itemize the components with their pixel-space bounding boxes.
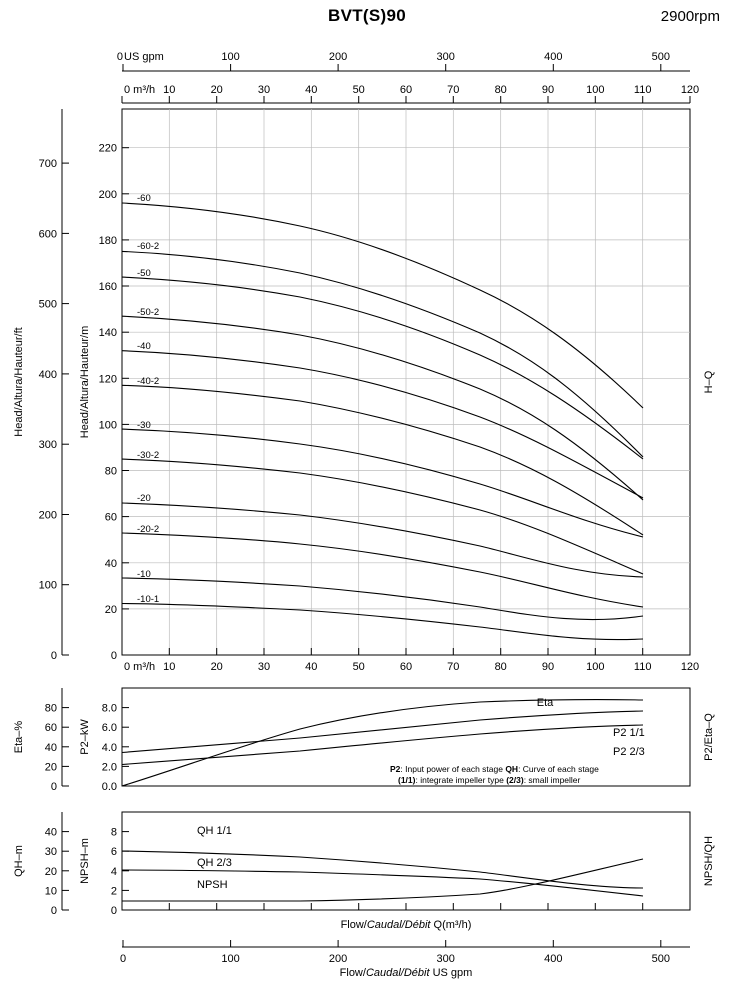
ft-tick-300: 300 (38, 439, 57, 452)
main-x-tick-20: 20 (210, 661, 223, 673)
main-x-tick-110: 110 (633, 661, 652, 673)
bottom-gpm-tick-200: 200 (328, 953, 348, 965)
note-23-key: (2/3) (506, 775, 524, 785)
qh-tick-30: 30 (44, 846, 57, 859)
curve--10 (122, 578, 643, 620)
m-tick-200: 200 (98, 188, 117, 201)
m-tick-120: 120 (98, 373, 117, 386)
note-p2-key: P2 (390, 764, 401, 774)
bottom-gpm-tick-100: 100 (221, 953, 240, 965)
bottom-m3h-unit: 0 m³/h (124, 661, 156, 673)
annotation-qh-2-3: QH 2/3 (197, 857, 232, 869)
ft-tick-0: 0 (50, 650, 57, 662)
curve-label--10-1: -10-1 (137, 594, 160, 605)
note-qh-text: : Curve of each stage (518, 764, 599, 774)
curve-label--20: -20 (137, 493, 151, 504)
eta-tick-40: 40 (44, 741, 57, 754)
curve--40-2 (122, 385, 643, 535)
top-m3h-tick-90: 90 (541, 84, 555, 96)
main-x-tick-80: 80 (494, 661, 507, 673)
curve-label--60-2: -60-2 (137, 241, 160, 252)
axis-title-flow-gpm: Flow/Caudal/Débit US gpm (339, 967, 473, 979)
curve--20-2 (122, 533, 643, 607)
top-m3h-tick-40: 40 (305, 84, 318, 96)
top-gpm-tick-200: 200 (328, 51, 348, 63)
curve--60 (122, 203, 643, 408)
bottom-gpm-tick-0: 0 (119, 953, 127, 965)
main-x-tick-70: 70 (447, 661, 460, 673)
curve--60-2 (122, 251, 643, 457)
hq-curves (122, 203, 643, 640)
top-gpm-unit: US gpm (124, 51, 164, 63)
annotation-eta: Eta (536, 697, 554, 709)
main-x-tick-50: 50 (352, 661, 365, 673)
axis-title-eta: Eta–% (13, 720, 25, 754)
ft-tick-200: 200 (38, 509, 57, 522)
eta-tick-80: 80 (44, 702, 57, 715)
bottom-gpm-axis (122, 940, 690, 947)
ft-tick-400: 400 (38, 368, 57, 381)
m-tick-180: 180 (98, 234, 117, 247)
curve-p2-1-1 (122, 711, 643, 753)
p2-tick-4: 4.0 (101, 741, 117, 754)
m-tick-160: 160 (98, 281, 117, 293)
m-tick-140: 140 (98, 327, 117, 340)
top-gpm-tick-100: 100 (221, 51, 240, 63)
p2-tick-2: 2.0 (101, 761, 117, 774)
note-line-2 (398, 775, 581, 785)
axis-title-qh: QH–m (13, 845, 25, 877)
m-tick-40: 40 (104, 557, 117, 570)
ft-tick-100: 100 (38, 579, 57, 592)
note-p2-text: : Input power of each stage (400, 764, 506, 774)
ft-tick-500: 500 (38, 298, 57, 311)
axis-title-npshqh-right: NPSH/QH (703, 835, 715, 887)
p2-tick-0: 0.0 (101, 781, 117, 793)
curve--30 (122, 429, 643, 537)
axis-title-npsh: NPSH–m (79, 838, 91, 884)
page-title: BVT(S)90 (328, 6, 406, 25)
top-m3h-tick-70: 70 (447, 84, 460, 96)
top-m3h-tick-80: 80 (494, 84, 507, 96)
m-tick-0: 0 (110, 650, 117, 662)
curve-label--50: -50 (137, 268, 151, 279)
curve-label--10: -10 (137, 569, 151, 580)
annotation-npsh: NPSH (197, 879, 228, 891)
eta-tick-0: 0 (50, 781, 57, 793)
axis-title-hq-right: H–Q (703, 370, 715, 394)
npsh-tick-0: 0 (110, 905, 117, 917)
top-m3h-tick-10: 10 (163, 84, 176, 96)
p2-tick-8: 8.0 (101, 702, 117, 715)
note-11-key: (1/1) (398, 775, 416, 785)
m-tick-220: 220 (98, 142, 117, 155)
top-m3h-tick-120: 120 (680, 84, 700, 96)
top-m3h-tick-20: 20 (210, 84, 223, 96)
npsh-tick-6: 6 (110, 846, 117, 859)
m-tick-80: 80 (104, 465, 117, 478)
m-tick-20: 20 (104, 603, 117, 616)
p2-tick-6: 6.0 (101, 722, 117, 735)
top-m3h-tick-110: 110 (633, 84, 652, 96)
main-x-tick-30: 30 (257, 661, 271, 673)
main-x-tick-60: 60 (399, 661, 413, 673)
main-x-tick-120: 120 (680, 661, 700, 673)
axis-title-p2kw: P2–kW (79, 719, 91, 755)
top-m3h-tick-30: 30 (257, 84, 271, 96)
top-m3h-tick-50: 50 (352, 84, 365, 96)
qh-tick-40: 40 (44, 826, 57, 839)
top-gpm-tick-500: 500 (651, 51, 670, 63)
top-gpm-tick-300: 300 (436, 51, 455, 63)
m-tick-60: 60 (104, 511, 117, 524)
curve-label--50-2: -50-2 (137, 307, 160, 318)
top-m3h-unit: 0 m³/h (124, 84, 156, 96)
note-qh-key: QH (505, 764, 519, 774)
top-m3h-tick-100: 100 (586, 84, 605, 96)
main-x-tick-40: 40 (305, 661, 318, 673)
main-x-tick-100: 100 (586, 661, 605, 673)
note-11-text: : integrate impeller type (415, 775, 507, 785)
rpm-label: 2900rpm (660, 8, 720, 25)
curve-label--30-2: -30-2 (137, 450, 160, 461)
m-tick-100: 100 (98, 419, 117, 432)
axis-title-head-ft: Head/Altura/Hauteur/ft (13, 327, 25, 437)
axis-title-head-m: Head/Altura/Hauteur/m (79, 325, 91, 439)
top-m3h-tick-60: 60 (399, 84, 413, 96)
ft-tick-700: 700 (38, 158, 57, 171)
axis-title-p2eta-right: P2/Eta–Q (703, 713, 715, 761)
note-23-text: : small impeller (523, 775, 581, 785)
curve-label--40: -40 (137, 341, 151, 352)
main-x-tick-90: 90 (541, 661, 555, 673)
curve--50-2 (122, 316, 643, 500)
curve--50 (122, 277, 643, 459)
annotation-qh-1-1: QH 1/1 (197, 825, 232, 837)
npsh-tick-8: 8 (110, 826, 117, 839)
curve-p2-2-3 (122, 725, 643, 765)
annotation-p2-1-1: P2 1/1 (613, 727, 645, 739)
curve-label--40-2: -40-2 (137, 376, 160, 387)
annotation-p2-2-3: P2 2/3 (613, 746, 645, 758)
curve-label--20-2: -20-2 (137, 524, 160, 535)
qh-tick-0: 0 (50, 905, 57, 917)
bottom-gpm-tick-400: 400 (544, 953, 563, 965)
top-gpm-tick-0: 0 (116, 51, 123, 63)
top-gpm-tick-400: 400 (544, 51, 563, 63)
note-line-1 (390, 764, 599, 774)
curve-label--60: -60 (137, 193, 151, 204)
main-x-tick-10: 10 (163, 661, 176, 673)
npsh-tick-2: 2 (110, 885, 117, 898)
axis-title-flow-m3h: Flow/Caudal/Débit Q(m³/h) (340, 919, 472, 931)
eta-tick-20: 20 (44, 761, 57, 774)
qh-tick-10: 10 (44, 885, 57, 898)
qh-tick-20: 20 (44, 865, 57, 878)
bottom-gpm-tick-300: 300 (436, 953, 455, 965)
npsh-tick-4: 4 (110, 865, 117, 878)
ft-tick-600: 600 (38, 228, 57, 241)
eta-tick-60: 60 (44, 722, 57, 735)
bottom-gpm-tick-500: 500 (651, 953, 670, 965)
curve-label--30: -30 (137, 420, 151, 431)
npsh-qh-frame (62, 812, 690, 910)
